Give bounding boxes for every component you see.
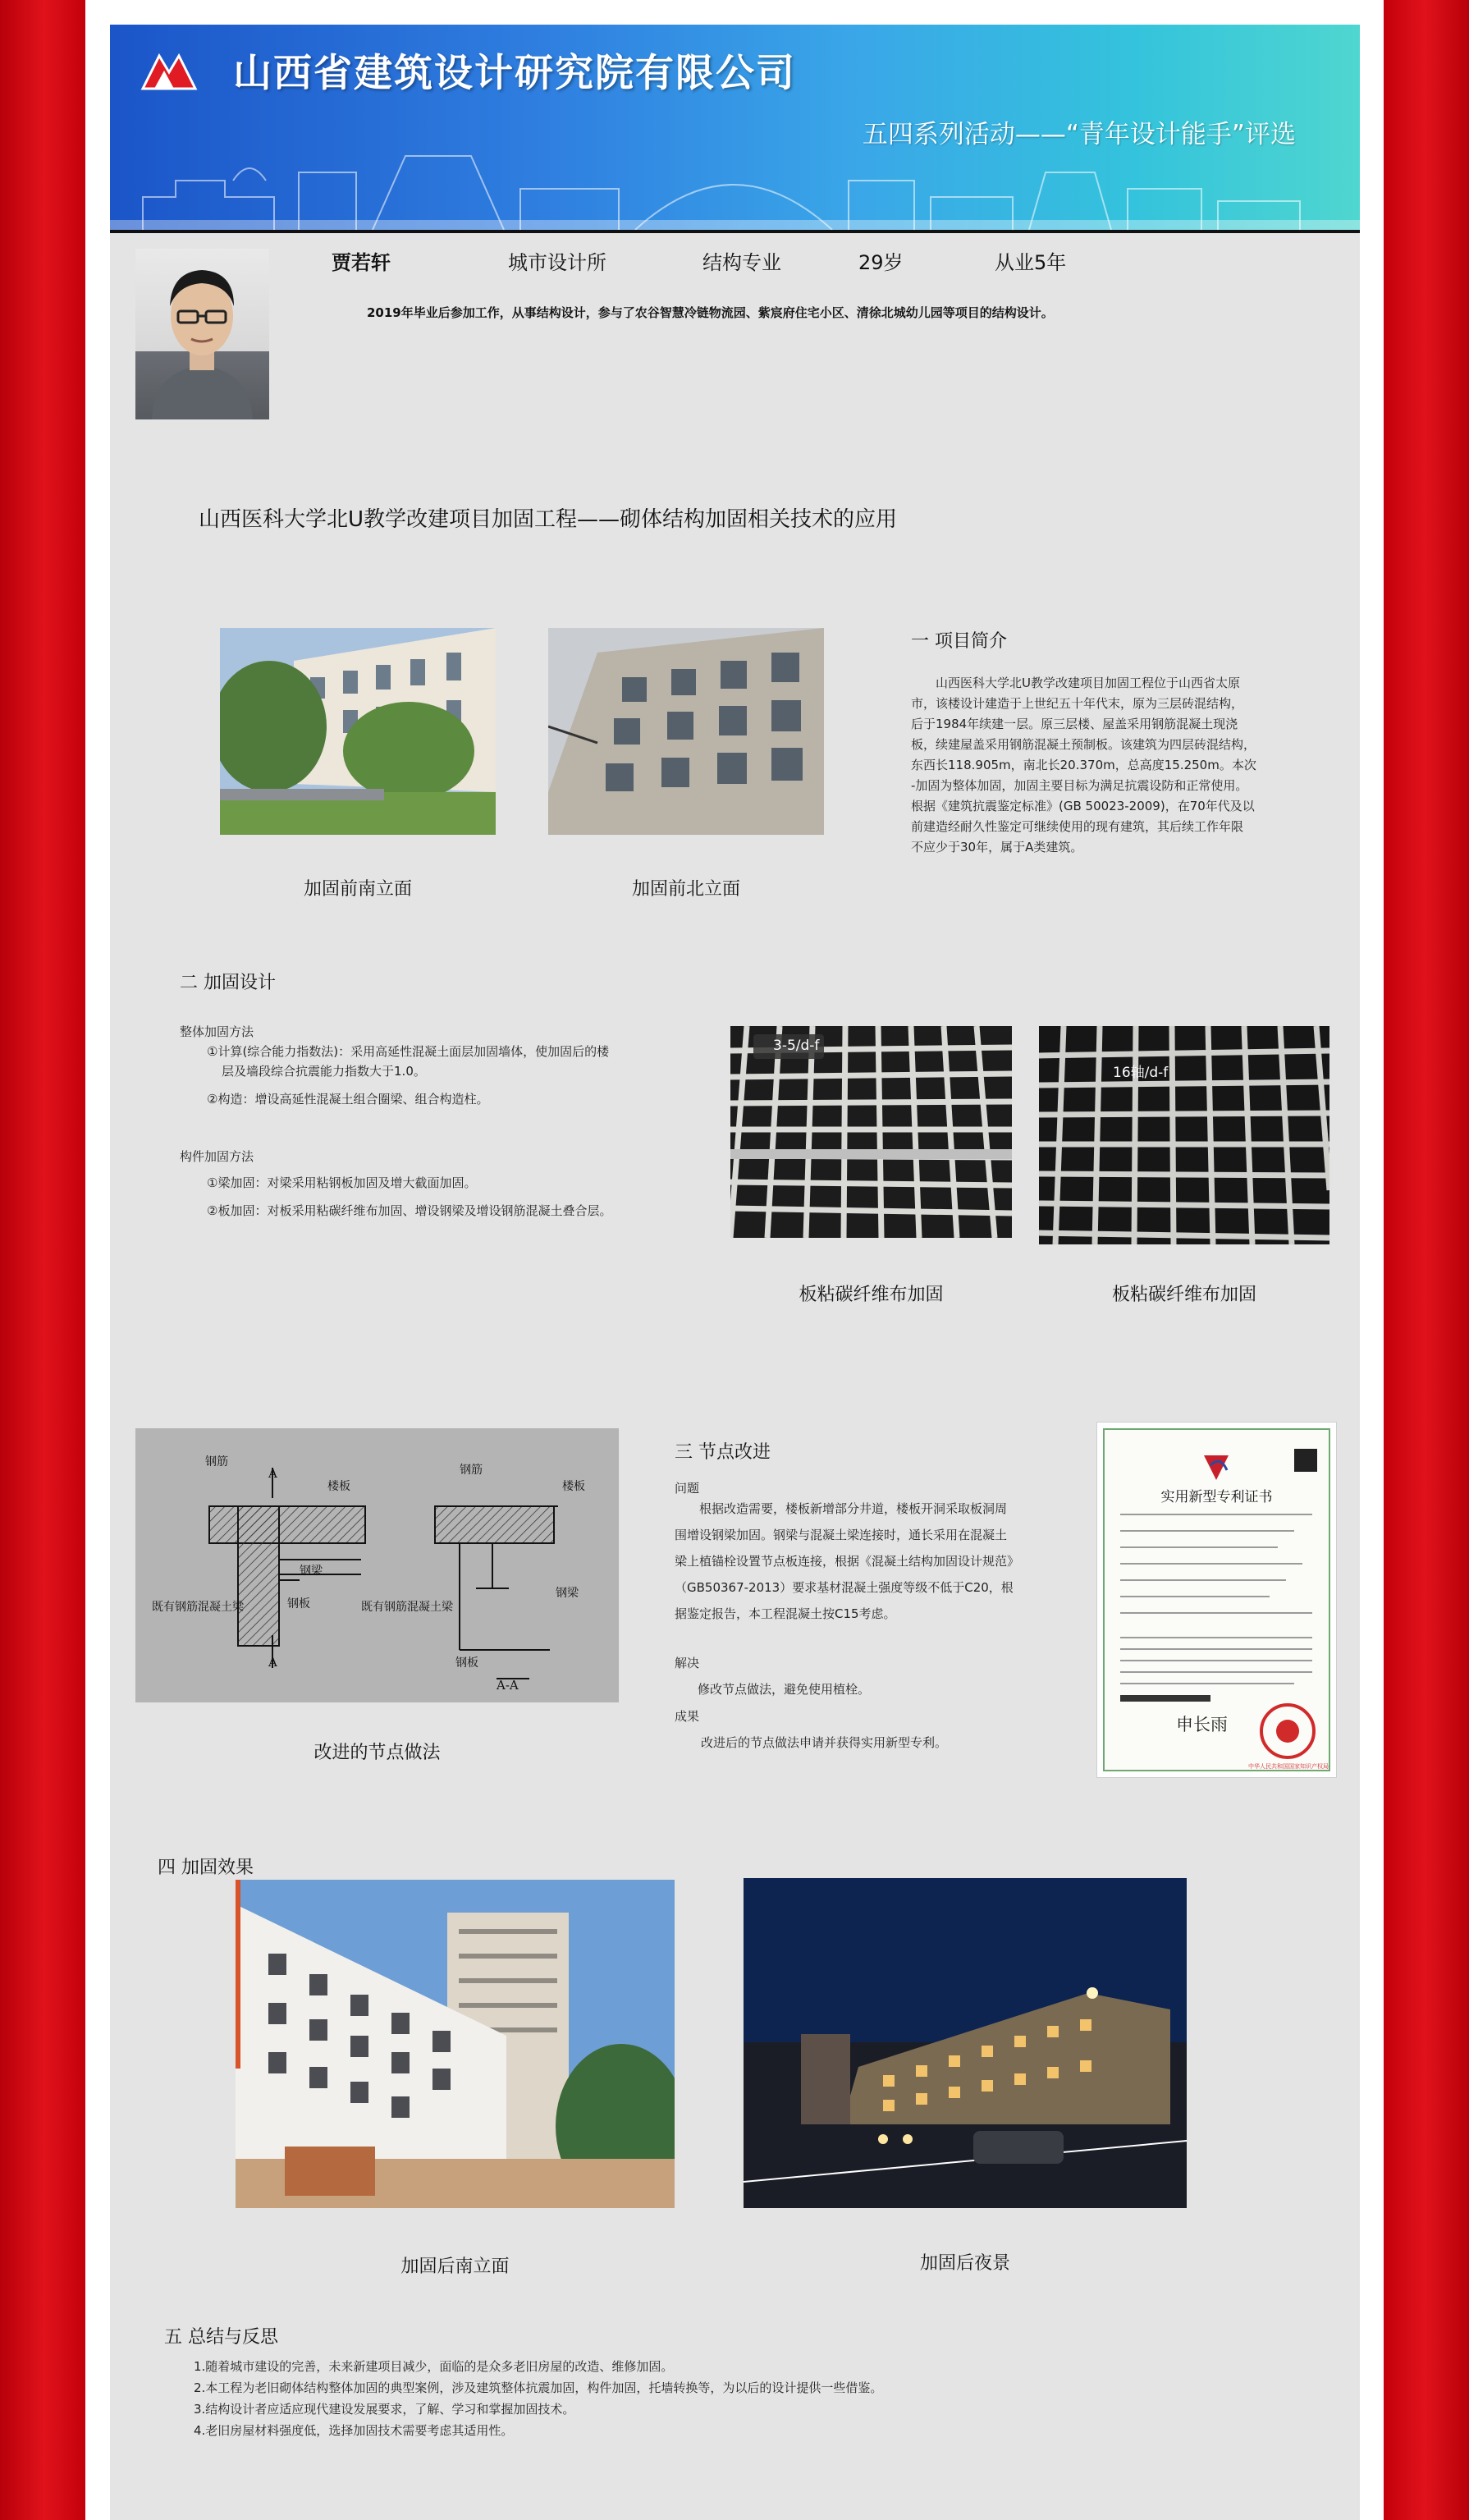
problem-title: 问题 xyxy=(675,1481,700,1496)
person-portrait xyxy=(135,249,269,419)
problem-line-3: 梁上植锚栓设置节点板连接，根据《混凝土结构加固设计规范》 xyxy=(675,1554,1020,1569)
photo-tag-1: 3-5/d-f xyxy=(773,1038,820,1054)
label-rc-beam-2: 既有钢筋混凝土梁 xyxy=(361,1601,453,1614)
caption-before-north: 加固前北立面 xyxy=(631,879,740,900)
label-plate-2: 钢板 xyxy=(455,1656,478,1670)
company-name: 山西省建筑设计研究院有限公司 xyxy=(233,51,796,96)
caption-after-night: 加固后夜景 xyxy=(919,2253,1010,2274)
person-department: 城市设计所 xyxy=(508,251,606,274)
certificate-title: 实用新型专利证书 xyxy=(1160,1489,1273,1505)
summary-item-2: 2.本工程为老旧砌体结构整体加固的典型案例，涉及建筑整体抗震加固，构件加固，托墙转换等，为以后的设计提供一些借鉴。 xyxy=(194,2380,883,2395)
section3-heading: 三 节点改进 xyxy=(675,1442,771,1463)
overall-method-1b: 层及墙段综合抗震能力指数大于1.0。 xyxy=(222,1064,426,1079)
photo-carbon-fiber-2 xyxy=(1039,1026,1329,1244)
photo-tag-2: 16轴/d-f xyxy=(1113,1065,1169,1081)
photo-after-south xyxy=(236,1880,675,2208)
summary-item-3: 3.结构设计者应适应现代建设发展要求，了解、学习和掌握加固技术。 xyxy=(194,2402,575,2417)
poster xyxy=(110,25,1360,2520)
caption-after-south: 加固后南立面 xyxy=(400,2257,510,2277)
label-plate-1: 钢板 xyxy=(287,1597,310,1611)
label-beam-2: 钢梁 xyxy=(556,1587,579,1600)
summary-item-1: 1.随着城市建设的完善，未来新建项目减少，面临的是众多老旧房屋的改造、维修加固。 xyxy=(194,2359,674,2374)
label-a-top: A xyxy=(268,1466,277,1481)
label-rc-beam-1: 既有钢筋混凝土梁 xyxy=(152,1601,244,1614)
problem-line-2: 围增设钢梁加固。钢梁与混凝土梁连接时，通长采用在混凝土 xyxy=(675,1528,1008,1542)
solution-text: 修改节点做法，避免使用植栓。 xyxy=(698,1682,871,1697)
intro-line-5: 东西长118.905m，南北长20.370m，总高度15.250m。本次 xyxy=(911,758,1256,772)
intro-line-2: 市，该楼设计建造于上世纪五十年代末，原为三层砖混结构， xyxy=(911,696,1244,711)
node-detail-drawing xyxy=(135,1428,619,1702)
intro-line-4: 板，续建屋盖采用钢筋混凝土预制板。该建筑为四层砖混结构， xyxy=(911,737,1256,752)
label-section-aa: A-A xyxy=(497,1678,519,1693)
person-age: 29岁 xyxy=(858,251,904,274)
problem-text xyxy=(675,1496,1101,1627)
problem-line-4: （GB50367-2013）要求基材混凝土强度等级不低于C20，根 xyxy=(675,1580,1014,1595)
summary-item-4: 4.老旧房屋材料强度低，选择加固技术需要考虑其适用性。 xyxy=(194,2423,514,2438)
section4-heading: 四 加固效果 xyxy=(158,1858,254,1878)
caption-carbon-fiber-2: 板粘碳纤维布加固 xyxy=(1111,1285,1256,1305)
certificate-seal-text: 中华人民共和国国家知识产权局 xyxy=(1248,1763,1329,1770)
photo-before-north xyxy=(548,628,824,835)
photo-after-night xyxy=(744,1878,1187,2208)
company-logo xyxy=(140,48,199,94)
label-slab-1: 楼板 xyxy=(327,1480,350,1493)
certificate-signature: 申长雨 xyxy=(1176,1715,1228,1734)
project-title: 山西医科大学北U教学改建项目加固工程——砌体结构加固相关技术的应用 xyxy=(199,507,898,532)
photo-carbon-fiber-1 xyxy=(730,1026,1012,1238)
intro-line-8: 前建造经耐久性鉴定可继续使用的现有建筑，其后续工作年限 xyxy=(911,819,1244,834)
caption-node-detail: 改进的节点做法 xyxy=(313,1743,441,1763)
overall-method-2: ②构造：增设高延性混凝土组合圈梁、组合构造柱。 xyxy=(207,1092,489,1107)
overall-method-1a: ①计算(综合能力指数法)：采用高延性混凝土面层加固墙体，使加固后的楼 xyxy=(207,1044,610,1059)
problem-line-1: 根据改造需要，楼板新增部分井道，楼板开洞采取板洞周 xyxy=(699,1501,1008,1516)
label-steel-2: 钢筋 xyxy=(460,1464,483,1477)
section2-heading: 二 加固设计 xyxy=(180,973,276,993)
section1-intro xyxy=(911,673,1321,858)
result-title: 成果 xyxy=(675,1709,700,1724)
overall-method-title: 整体加固方法 xyxy=(180,1024,254,1039)
label-a-bottom: A xyxy=(268,1655,277,1670)
person-bio: 2019年毕业后参加工作，从事结构设计，参与了农谷智慧冷链物流园、紫宸府住宅小区、清徐北城幼儿园等项目的结构设计。 xyxy=(367,305,1054,320)
intro-line-6: -加固为整体加固，加固主要目标为满足抗震设防和正常使用。 xyxy=(911,778,1248,793)
photo-before-south xyxy=(220,628,496,835)
label-beam-1: 钢梁 xyxy=(300,1565,323,1578)
activity-title: 五四系列活动——“青年设计能手”评选 xyxy=(862,120,1296,149)
person-name: 贾若轩 xyxy=(332,251,391,274)
intro-line-3: 后于1984年续建一层。原三层楼、屋盖采用钢筋混凝土现浇 xyxy=(911,717,1238,731)
section5-heading: 五 总结与反思 xyxy=(164,2327,278,2348)
section1-heading: 一 项目简介 xyxy=(911,631,1007,652)
member-method-1: ①梁加固：对梁采用粘钢板加固及增大截面加固。 xyxy=(207,1175,477,1190)
member-method-2: ②板加固：对板采用粘碳纤维布加固、增设钢梁及增设钢筋混凝土叠合层。 xyxy=(207,1203,612,1218)
intro-line-1: 山西医科大学北U教学改建项目加固工程位于山西省太原 xyxy=(936,676,1240,690)
problem-line-5: 据鉴定报告，本工程混凝土按C15考虑。 xyxy=(675,1606,896,1621)
label-steel-1: 钢筋 xyxy=(205,1455,228,1468)
label-slab-2: 楼板 xyxy=(562,1480,585,1493)
intro-line-7: 根据《建筑抗震鉴定标准》(GB 50023-2009)，在70年代及以 xyxy=(911,799,1255,813)
caption-before-south: 加固前南立面 xyxy=(303,879,412,900)
header-banner xyxy=(110,25,1360,230)
intro-line-9: 不应少于30年，属于A类建筑。 xyxy=(911,840,1083,855)
person-experience: 从业5年 xyxy=(995,251,1067,274)
header-divider xyxy=(110,230,1360,233)
person-major: 结构专业 xyxy=(702,251,781,274)
result-text: 改进后的节点做法申请并获得实用新型专利。 xyxy=(701,1735,948,1750)
patent-certificate xyxy=(1096,1422,1337,1778)
solution-title: 解决 xyxy=(675,1656,700,1670)
member-method-title: 构件加固方法 xyxy=(180,1149,254,1164)
caption-carbon-fiber-1: 板粘碳纤维布加固 xyxy=(799,1285,944,1305)
